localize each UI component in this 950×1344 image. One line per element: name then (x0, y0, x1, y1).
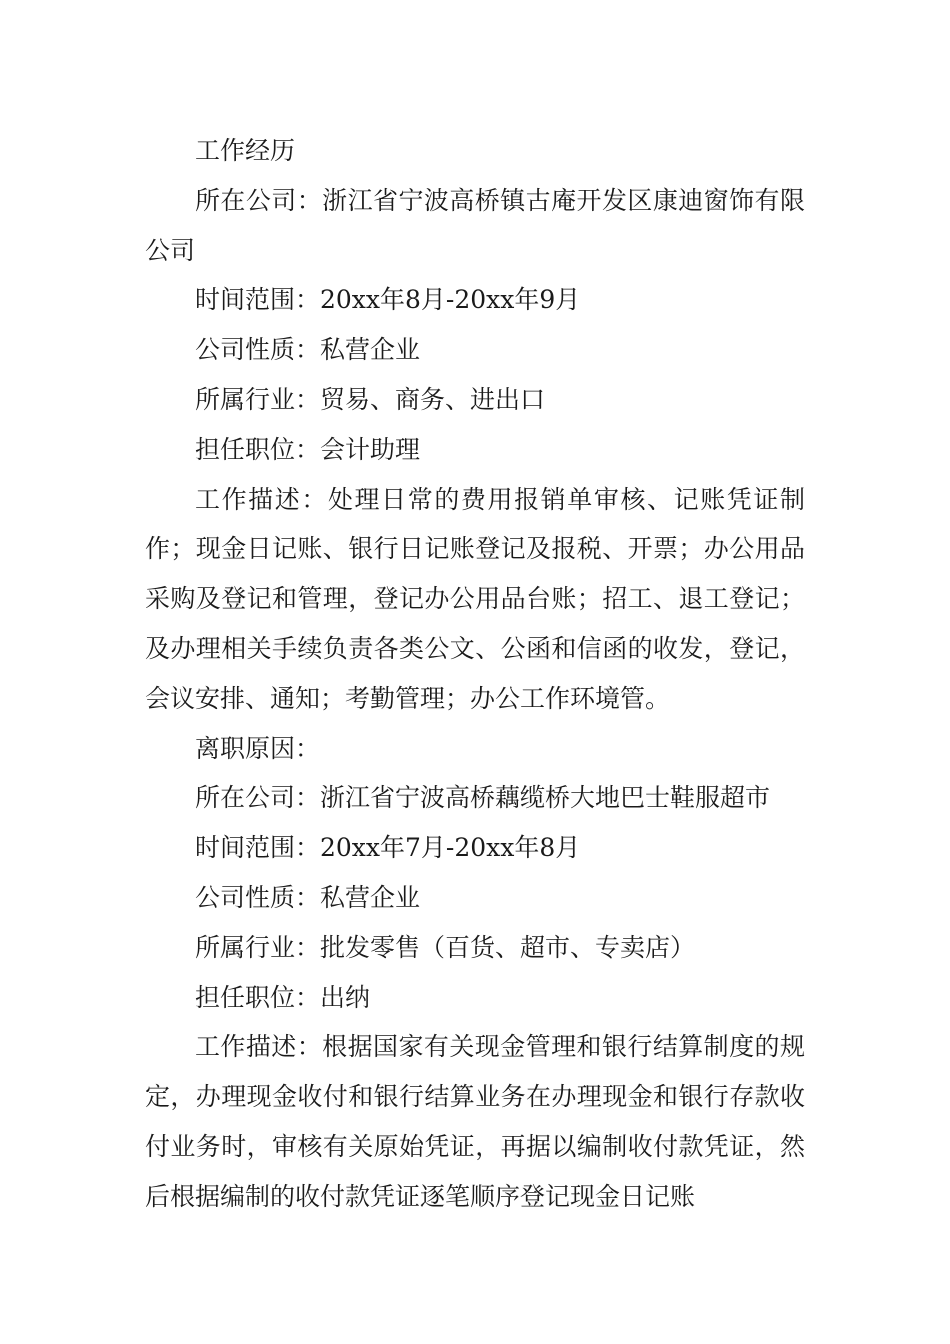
company-2-position: 担任职位：出纳 (195, 982, 371, 1012)
company-2-name: 所在公司：浙江省宁波高桥藕缆桥大地巴士鞋服超市 (195, 783, 771, 813)
company-1-name: 所在公司：浙江省宁波高桥镇古庵开发区康迪窗饰有限公司 (145, 185, 805, 265)
company-2-nature: 公司性质：私营企业 (195, 882, 421, 912)
company-1-nature: 公司性质：私营企业 (195, 335, 421, 365)
document-body (145, 126, 805, 1222)
company-1-description: 工作描述：处理日常的费用报销单审核、记账凭证制作；现金日记账、银行日记账登记及报税、开票；办公用品采购及登记和管理，登记办公用品台账；招工、退工登记；及办理相关手续负责各类公文、公函和信函的收发，登记，会议安排、通知；考勤管理；办公工作环境管。 (145, 484, 805, 713)
company-2-industry: 所属行业：批发零售（百货、超市、专卖店） (195, 932, 696, 962)
company-1-period: 时间范围：20xx年8月-20xx年9月 (195, 285, 581, 315)
company-2-description: 工作描述：根据国家有关现金管理和银行结算制度的规定，办理现金收付和银行结算业务在办理现金和银行存款收付业务时，审核有关原始凭证，再据以编制收付款凭证，然后根据编制的收付款凭证逐笔顺序登记现金日记账 (145, 1032, 805, 1211)
company-2-period: 时间范围：20xx年7月-20xx年8月 (195, 833, 581, 863)
company-1-leave-reason: 离职原因： (195, 733, 321, 763)
section-heading-work-experience: 工作经历 (195, 136, 296, 165)
company-1-industry: 所属行业：贸易、商务、进出口 (195, 384, 546, 414)
company-1-position: 担任职位：会计助理 (195, 434, 421, 464)
